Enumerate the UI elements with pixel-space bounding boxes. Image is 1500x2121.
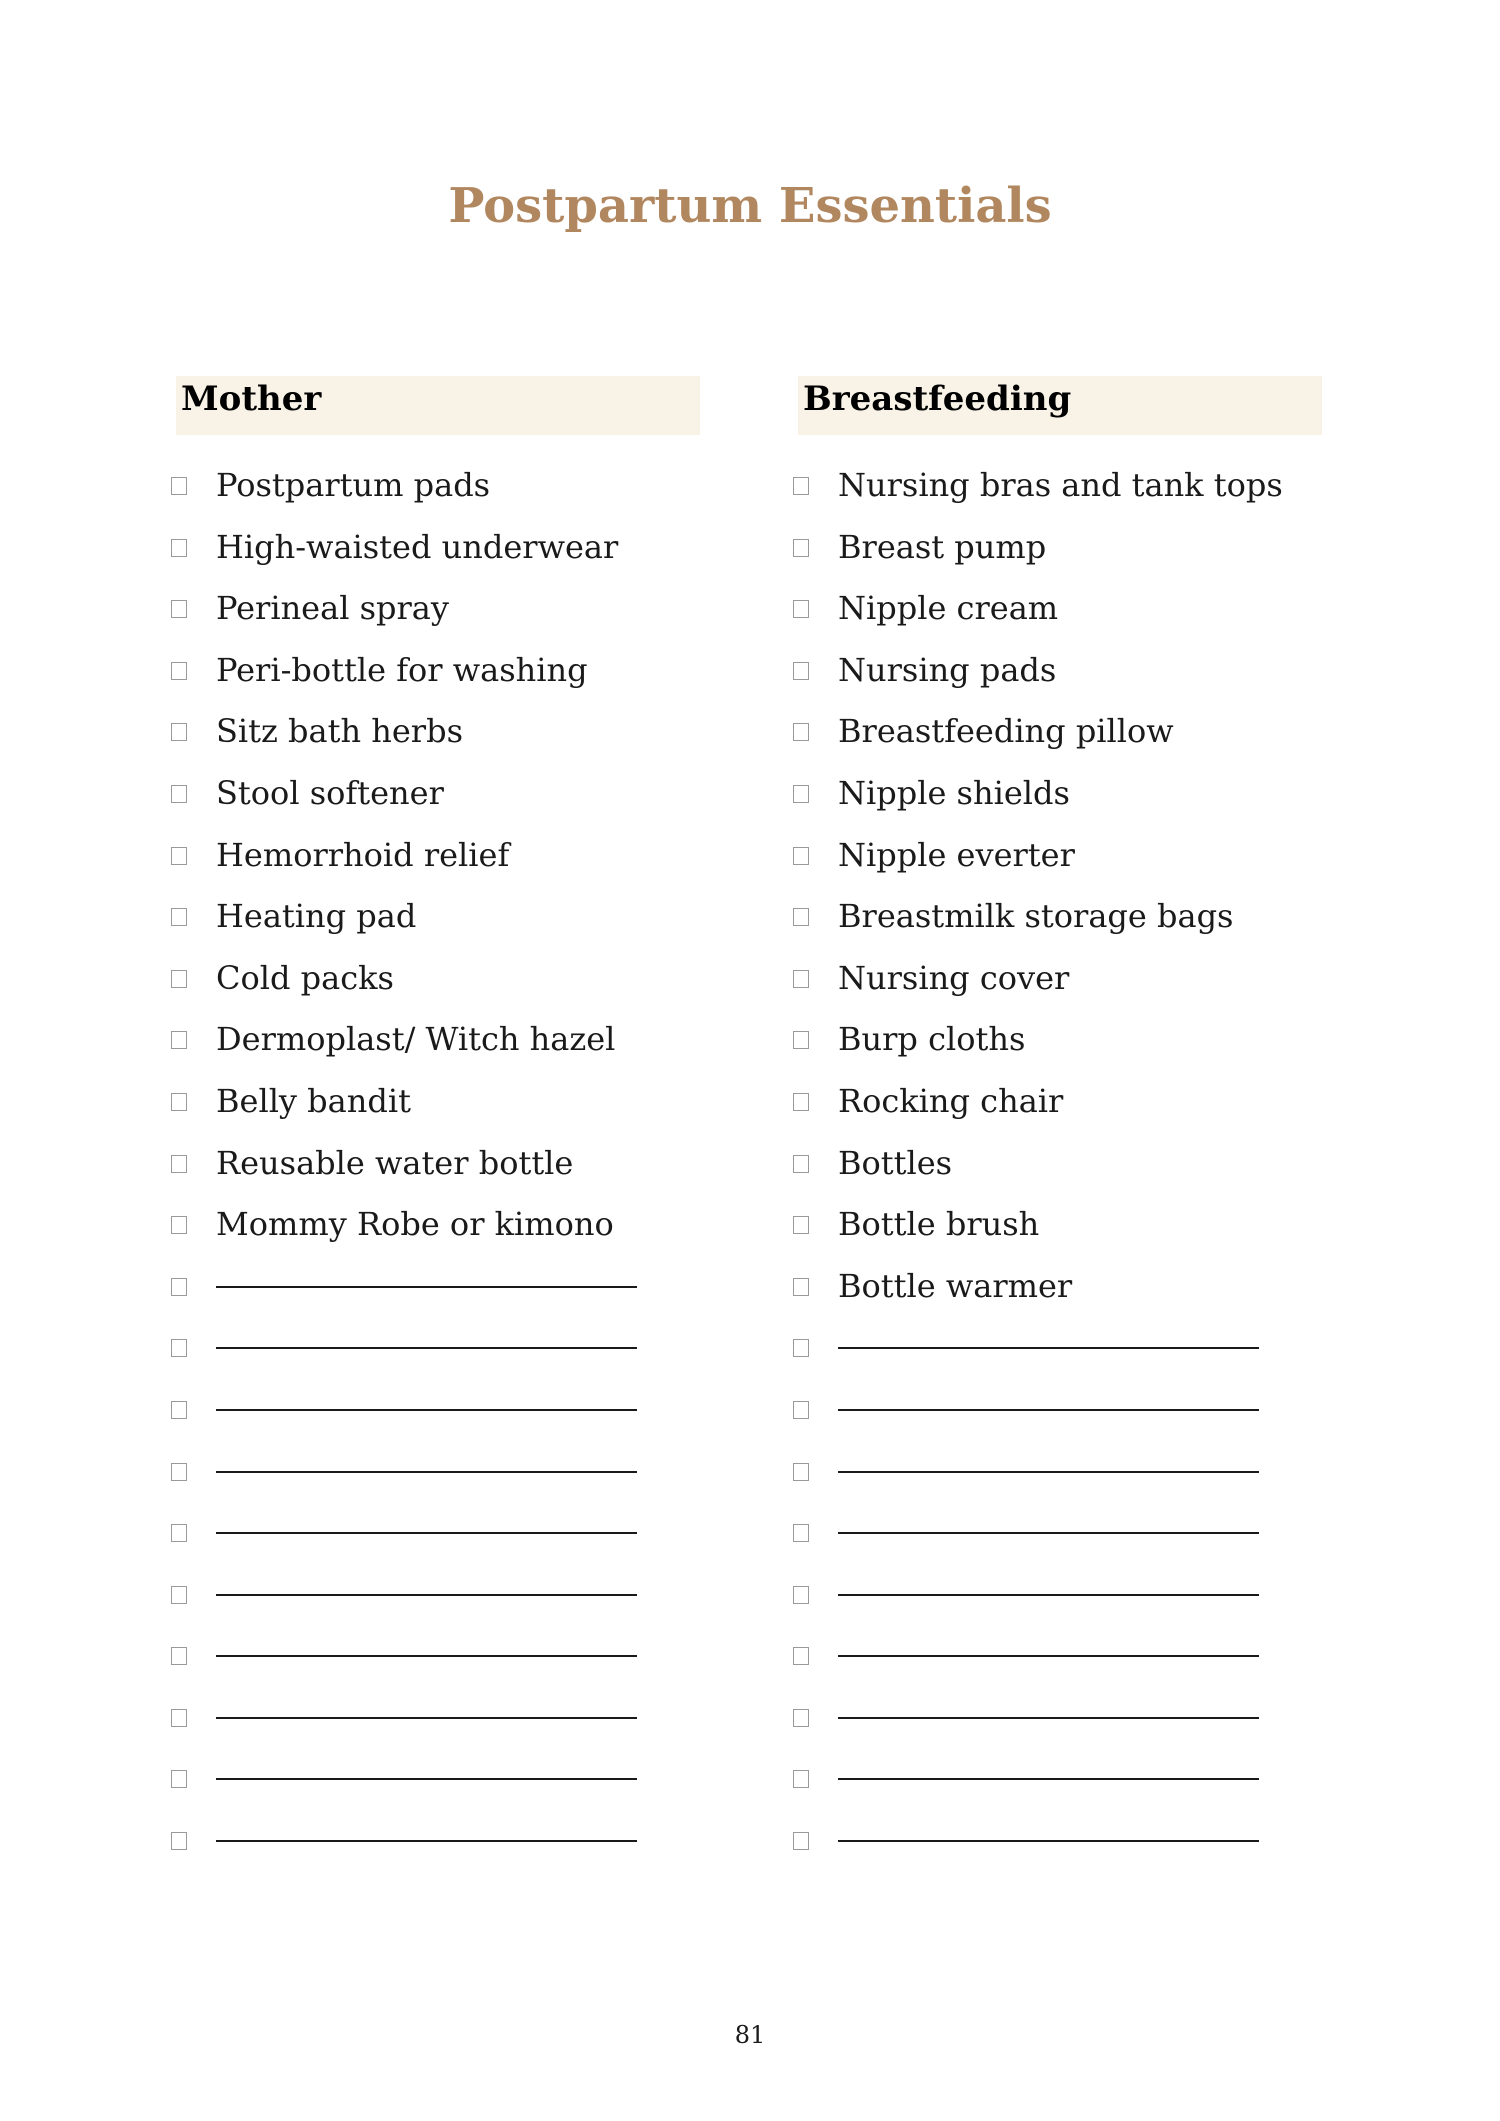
blank-checklist-item (798, 1755, 1322, 1817)
empty-checkbox-icon[interactable] (171, 1770, 187, 1788)
checklist-item (798, 955, 1322, 1017)
empty-checkbox-icon[interactable] (793, 1278, 809, 1296)
checklist-item-label: Perineal spray (216, 589, 449, 628)
empty-checkbox-icon[interactable] (793, 908, 809, 926)
blank-checklist-item (176, 1324, 700, 1386)
empty-checkbox-icon[interactable] (171, 785, 187, 803)
blank-checklist-item (798, 1509, 1322, 1571)
blank-checklist-item (176, 1817, 700, 1879)
empty-checkbox-icon[interactable] (793, 477, 809, 495)
empty-checkbox-icon[interactable] (171, 1031, 187, 1049)
empty-checkbox-icon[interactable] (171, 1524, 187, 1542)
write-in-line[interactable] (838, 1532, 1259, 1534)
empty-checkbox-icon[interactable] (171, 662, 187, 680)
empty-checkbox-icon[interactable] (171, 600, 187, 618)
checklist-item-label: High-waisted underwear (216, 527, 619, 566)
checklist-item (798, 832, 1322, 894)
checklist-item-label: Nursing cover (838, 958, 1070, 997)
empty-checkbox-icon[interactable] (793, 1586, 809, 1604)
write-in-line[interactable] (216, 1409, 637, 1411)
checklist-item-label: Breastmilk storage bags (838, 897, 1234, 936)
checklist-item-label: Nipple shields (838, 773, 1070, 812)
empty-checkbox-icon[interactable] (793, 1093, 809, 1111)
write-in-line[interactable] (838, 1840, 1259, 1842)
checklist-item-label: Nursing pads (838, 650, 1057, 689)
checklist-item (798, 770, 1322, 832)
empty-checkbox-icon[interactable] (793, 539, 809, 557)
empty-checkbox-icon[interactable] (171, 1216, 187, 1234)
checklist-item (176, 585, 700, 647)
checklist-item (176, 893, 700, 955)
checklist-item-label: Bottle brush (838, 1205, 1040, 1244)
empty-checkbox-icon[interactable] (171, 477, 187, 495)
blank-checklist-item (798, 1324, 1322, 1386)
checklist-item-label: Hemorrhoid relief (216, 835, 510, 874)
write-in-line[interactable] (838, 1409, 1259, 1411)
write-in-line[interactable] (838, 1471, 1259, 1473)
checklist-item-label: Breastfeeding pillow (838, 712, 1174, 751)
empty-checkbox-icon[interactable] (793, 1463, 809, 1481)
empty-checkbox-icon[interactable] (793, 1770, 809, 1788)
write-in-line[interactable] (838, 1655, 1259, 1657)
page-title: Postpartum Essentials (448, 178, 1052, 234)
empty-checkbox-icon[interactable] (171, 1832, 187, 1850)
mother-item-list (176, 462, 700, 1879)
checklist-item (798, 708, 1322, 770)
blank-checklist-item (176, 1755, 700, 1817)
empty-checkbox-icon[interactable] (793, 1401, 809, 1419)
write-in-line[interactable] (838, 1347, 1259, 1349)
checklist-item (176, 647, 700, 709)
checklist-item-label: Heating pad (216, 897, 417, 936)
checklist-item (176, 462, 700, 524)
blank-checklist-item (176, 1509, 700, 1571)
empty-checkbox-icon[interactable] (171, 539, 187, 557)
checklist-item-label: Cold packs (216, 958, 394, 997)
write-in-line[interactable] (216, 1347, 637, 1349)
checklist-item (798, 893, 1322, 955)
checklist-item-label: Mommy Robe or kimono (216, 1205, 614, 1244)
blank-checklist-item (798, 1448, 1322, 1510)
breastfeeding-item-list (798, 462, 1322, 1879)
empty-checkbox-icon[interactable] (793, 785, 809, 803)
blank-checklist-item (176, 1448, 700, 1510)
blank-checklist-item (798, 1694, 1322, 1756)
empty-checkbox-icon[interactable] (793, 847, 809, 865)
write-in-line[interactable] (216, 1778, 637, 1780)
checklist-item (798, 585, 1322, 647)
write-in-line[interactable] (838, 1717, 1259, 1719)
blank-checklist-item (176, 1694, 700, 1756)
checklist-item-label: Belly bandit (216, 1081, 411, 1120)
empty-checkbox-icon[interactable] (171, 1586, 187, 1604)
write-in-line[interactable] (216, 1594, 637, 1596)
checklist-item-label: Breast pump (838, 527, 1047, 566)
blank-checklist-item (798, 1632, 1322, 1694)
empty-checkbox-icon[interactable] (793, 723, 809, 741)
write-in-line[interactable] (216, 1655, 637, 1657)
blank-checklist-item (798, 1817, 1322, 1879)
checklist-item-label: Nipple cream (838, 589, 1059, 628)
write-in-line[interactable] (216, 1532, 637, 1534)
empty-checkbox-icon[interactable] (793, 662, 809, 680)
empty-checkbox-icon[interactable] (793, 1155, 809, 1173)
checklist-item-label: Bottle warmer (838, 1266, 1073, 1305)
write-in-line[interactable] (216, 1471, 637, 1473)
checklist-item (176, 1078, 700, 1140)
checklist-item-label: Stool softener (216, 773, 444, 812)
blank-checklist-item (176, 1386, 700, 1448)
empty-checkbox-icon[interactable] (793, 1524, 809, 1542)
checklist-item-label: Reusable water bottle (216, 1143, 574, 1182)
checklist-item (798, 1078, 1322, 1140)
write-in-line[interactable] (216, 1840, 637, 1842)
checklist-item (176, 832, 700, 894)
empty-checkbox-icon[interactable] (171, 1463, 187, 1481)
mother-checklist (176, 376, 700, 1852)
write-in-line[interactable] (216, 1717, 637, 1719)
blank-checklist-item (176, 1632, 700, 1694)
checklist-item-label: Dermoplast/ Witch hazel (216, 1020, 616, 1059)
empty-checkbox-icon[interactable] (171, 908, 187, 926)
checklist-item-label: Postpartum pads (216, 466, 491, 504)
breastfeeding-checklist (798, 376, 1322, 1852)
empty-checkbox-icon[interactable] (793, 600, 809, 618)
checklist-item-label: Burp cloths (838, 1020, 1026, 1059)
write-in-line[interactable] (838, 1778, 1259, 1780)
checklist-item (176, 955, 700, 1017)
blank-checklist-item (176, 1571, 700, 1633)
empty-checkbox-icon[interactable] (171, 970, 187, 988)
checklist-item (798, 1263, 1322, 1325)
checklist-item-label: Bottles (838, 1143, 953, 1182)
blank-checklist-item (798, 1571, 1322, 1633)
empty-checkbox-icon[interactable] (171, 1339, 187, 1357)
checklist-item-label: Nursing bras and tank tops (838, 466, 1283, 504)
empty-checkbox-icon[interactable] (793, 1216, 809, 1234)
checklist-item (176, 1016, 700, 1078)
checklist-item (798, 524, 1322, 586)
checklist-item (798, 1201, 1322, 1263)
mother-section-header: Mother (176, 376, 700, 435)
blank-checklist-item (798, 1386, 1322, 1448)
empty-checkbox-icon[interactable] (793, 1647, 809, 1665)
empty-checkbox-icon[interactable] (171, 1093, 187, 1111)
checklist-item (176, 770, 700, 832)
checklist-item (798, 647, 1322, 709)
checklist-item (176, 1140, 700, 1202)
empty-checkbox-icon[interactable] (171, 1709, 187, 1727)
checklist-item-label: Sitz bath herbs (216, 712, 463, 751)
write-in-line[interactable] (216, 1286, 637, 1288)
empty-checkbox-icon[interactable] (793, 1031, 809, 1049)
empty-checkbox-icon[interactable] (793, 1709, 809, 1727)
checklist-item (176, 524, 700, 586)
checklist-item-label: Nipple everter (838, 835, 1075, 874)
write-in-line[interactable] (838, 1594, 1259, 1596)
empty-checkbox-icon[interactable] (171, 723, 187, 741)
page-number: 81 (734, 2021, 766, 2049)
empty-checkbox-icon[interactable] (171, 1401, 187, 1419)
empty-checkbox-icon[interactable] (793, 1339, 809, 1357)
blank-checklist-item (176, 1263, 700, 1325)
empty-checkbox-icon[interactable] (793, 970, 809, 988)
checklist-item (798, 462, 1322, 524)
checklist-item (176, 1201, 700, 1263)
empty-checkbox-icon[interactable] (171, 847, 187, 865)
checklist-item (798, 1016, 1322, 1078)
breastfeeding-section-header: Breastfeeding (798, 376, 1322, 435)
empty-checkbox-icon[interactable] (171, 1647, 187, 1665)
empty-checkbox-icon[interactable] (171, 1155, 187, 1173)
empty-checkbox-icon[interactable] (793, 1832, 809, 1850)
checklist-item-label: Rocking chair (838, 1081, 1064, 1120)
checklist-item (798, 1140, 1322, 1202)
empty-checkbox-icon[interactable] (171, 1278, 187, 1296)
checklist-item (176, 708, 700, 770)
checklist-item-label: Peri-bottle for washing (216, 650, 588, 689)
